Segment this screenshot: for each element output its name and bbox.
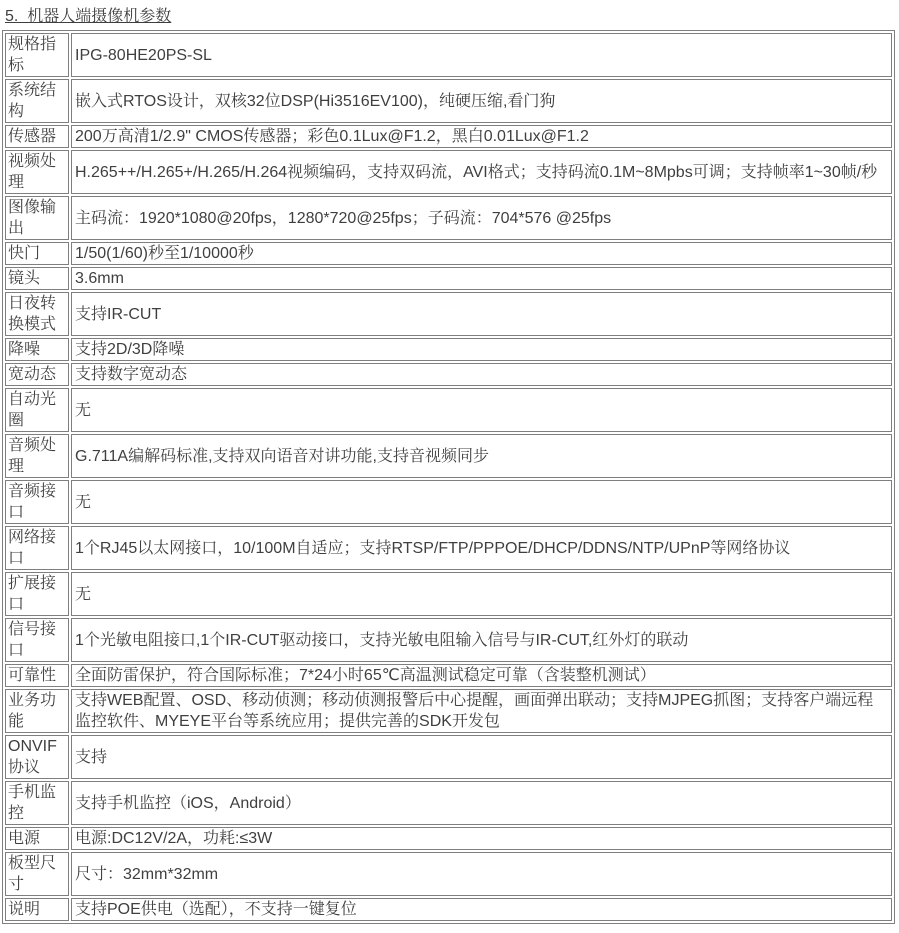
table-row bbox=[5, 196, 892, 240]
table-row bbox=[5, 338, 892, 361]
spec-value: 无 bbox=[71, 480, 892, 524]
spec-label: 说明 bbox=[5, 898, 69, 921]
table-row bbox=[5, 898, 892, 921]
table-row bbox=[5, 267, 892, 290]
spec-label: 规格指标 bbox=[5, 33, 69, 77]
spec-label: 信号接口 bbox=[5, 618, 69, 662]
spec-label: 可靠性 bbox=[5, 664, 69, 687]
spec-label: 音频处理 bbox=[5, 434, 69, 478]
spec-value: 支持WEB配置、OSD、移动侦测；移动侦测报警后中心提醒，画面弹出联动；支持MJPEG抓图；支持客户端远程监控软件、MYEYE平台等系统应用；提供完善的SDK开发包 bbox=[71, 689, 892, 733]
spec-value: 1/50(1/60)秒至1/10000秒 bbox=[71, 242, 892, 265]
table-row bbox=[5, 852, 892, 896]
spec-value: 3.6mm bbox=[71, 267, 892, 290]
spec-label: ONVIF协议 bbox=[5, 735, 69, 779]
spec-value: 主码流：1920*1080@20fps，1280*720@25fps；子码流：704*576 @25fps bbox=[71, 196, 892, 240]
spec-value: 1个RJ45以太网接口，10/100M自适应；支持RTSP/FTP/PPPOE/DHCP/DDNS/NTP/UPnP等网络协议 bbox=[71, 526, 892, 570]
spec-value: 无 bbox=[71, 572, 892, 616]
spec-label: 板型尺寸 bbox=[5, 852, 69, 896]
spec-value: 嵌入式RTOS设计，双核32位DSP(Hi3516EV100)，纯硬压缩,看门狗 bbox=[71, 79, 892, 123]
table-row bbox=[5, 689, 892, 733]
spec-label: 图像输出 bbox=[5, 196, 69, 240]
spec-label: 镜头 bbox=[5, 267, 69, 290]
table-row bbox=[5, 664, 892, 687]
spec-value: 电源:DC12V/2A，功耗:≤3W bbox=[71, 827, 892, 850]
camera-spec-table bbox=[2, 30, 895, 924]
spec-value: 支持 bbox=[71, 735, 892, 779]
table-row bbox=[5, 735, 892, 779]
table-row bbox=[5, 434, 892, 478]
table-row bbox=[5, 572, 892, 616]
spec-label: 系统结构 bbox=[5, 79, 69, 123]
spec-value: 支持2D/3D降噪 bbox=[71, 338, 892, 361]
table-row bbox=[5, 363, 892, 386]
spec-label: 传感器 bbox=[5, 125, 69, 148]
spec-label: 扩展接口 bbox=[5, 572, 69, 616]
spec-label: 快门 bbox=[5, 242, 69, 265]
spec-value: IPG-80HE20PS-SL bbox=[71, 33, 892, 77]
spec-value: 1个光敏电阻接口,1个IR-CUT驱动接口，支持光敏电阻输入信号与IR-CUT,红外灯的联动 bbox=[71, 618, 892, 662]
spec-value: 无 bbox=[71, 388, 892, 432]
spec-label: 宽动态 bbox=[5, 363, 69, 386]
table-row bbox=[5, 33, 892, 77]
spec-value: G.711A编解码标准,支持双向语音对讲功能,支持音视频同步 bbox=[71, 434, 892, 478]
spec-label: 视频处理 bbox=[5, 150, 69, 194]
spec-value: 200万高清1/2.9" CMOS传感器；彩色0.1Lux@F1.2，黑白0.01Lux@F1.2 bbox=[71, 125, 892, 148]
spec-label: 音频接口 bbox=[5, 480, 69, 524]
spec-label: 自动光圈 bbox=[5, 388, 69, 432]
table-row bbox=[5, 827, 892, 850]
table-row bbox=[5, 292, 892, 336]
table-row bbox=[5, 150, 892, 194]
spec-label: 电源 bbox=[5, 827, 69, 850]
spec-table-body bbox=[5, 33, 892, 921]
table-row bbox=[5, 242, 892, 265]
spec-label: 日夜转换模式 bbox=[5, 292, 69, 336]
spec-label: 网络接口 bbox=[5, 526, 69, 570]
spec-value: 全面防雷保护，符合国际标准；7*24小时65℃高温测试稳定可靠（含装整机测试） bbox=[71, 664, 892, 687]
spec-label: 手机监控 bbox=[5, 781, 69, 825]
spec-label: 业务功能 bbox=[5, 689, 69, 733]
table-row bbox=[5, 526, 892, 570]
table-row bbox=[5, 388, 892, 432]
table-row bbox=[5, 480, 892, 524]
page-title: 5. 机器人端摄像机参数 bbox=[5, 8, 172, 25]
table-row bbox=[5, 618, 892, 662]
spec-value: 支持IR-CUT bbox=[71, 292, 892, 336]
spec-value: 支持POE供电（选配），不支持一键复位 bbox=[71, 898, 892, 921]
spec-value: 尺寸：32mm*32mm bbox=[71, 852, 892, 896]
table-row bbox=[5, 125, 892, 148]
spec-value: 支持手机监控（iOS，Android） bbox=[71, 781, 892, 825]
spec-value: H.265++/H.265+/H.265/H.264视频编码，支持双码流，AVI格式；支持码流0.1M~8Mpbs可调；支持帧率1~30帧/秒 bbox=[71, 150, 892, 194]
table-row bbox=[5, 781, 892, 825]
table-row bbox=[5, 79, 892, 123]
spec-label: 降噪 bbox=[5, 338, 69, 361]
spec-value: 支持数字宽动态 bbox=[71, 363, 892, 386]
document-page bbox=[0, 7, 899, 933]
